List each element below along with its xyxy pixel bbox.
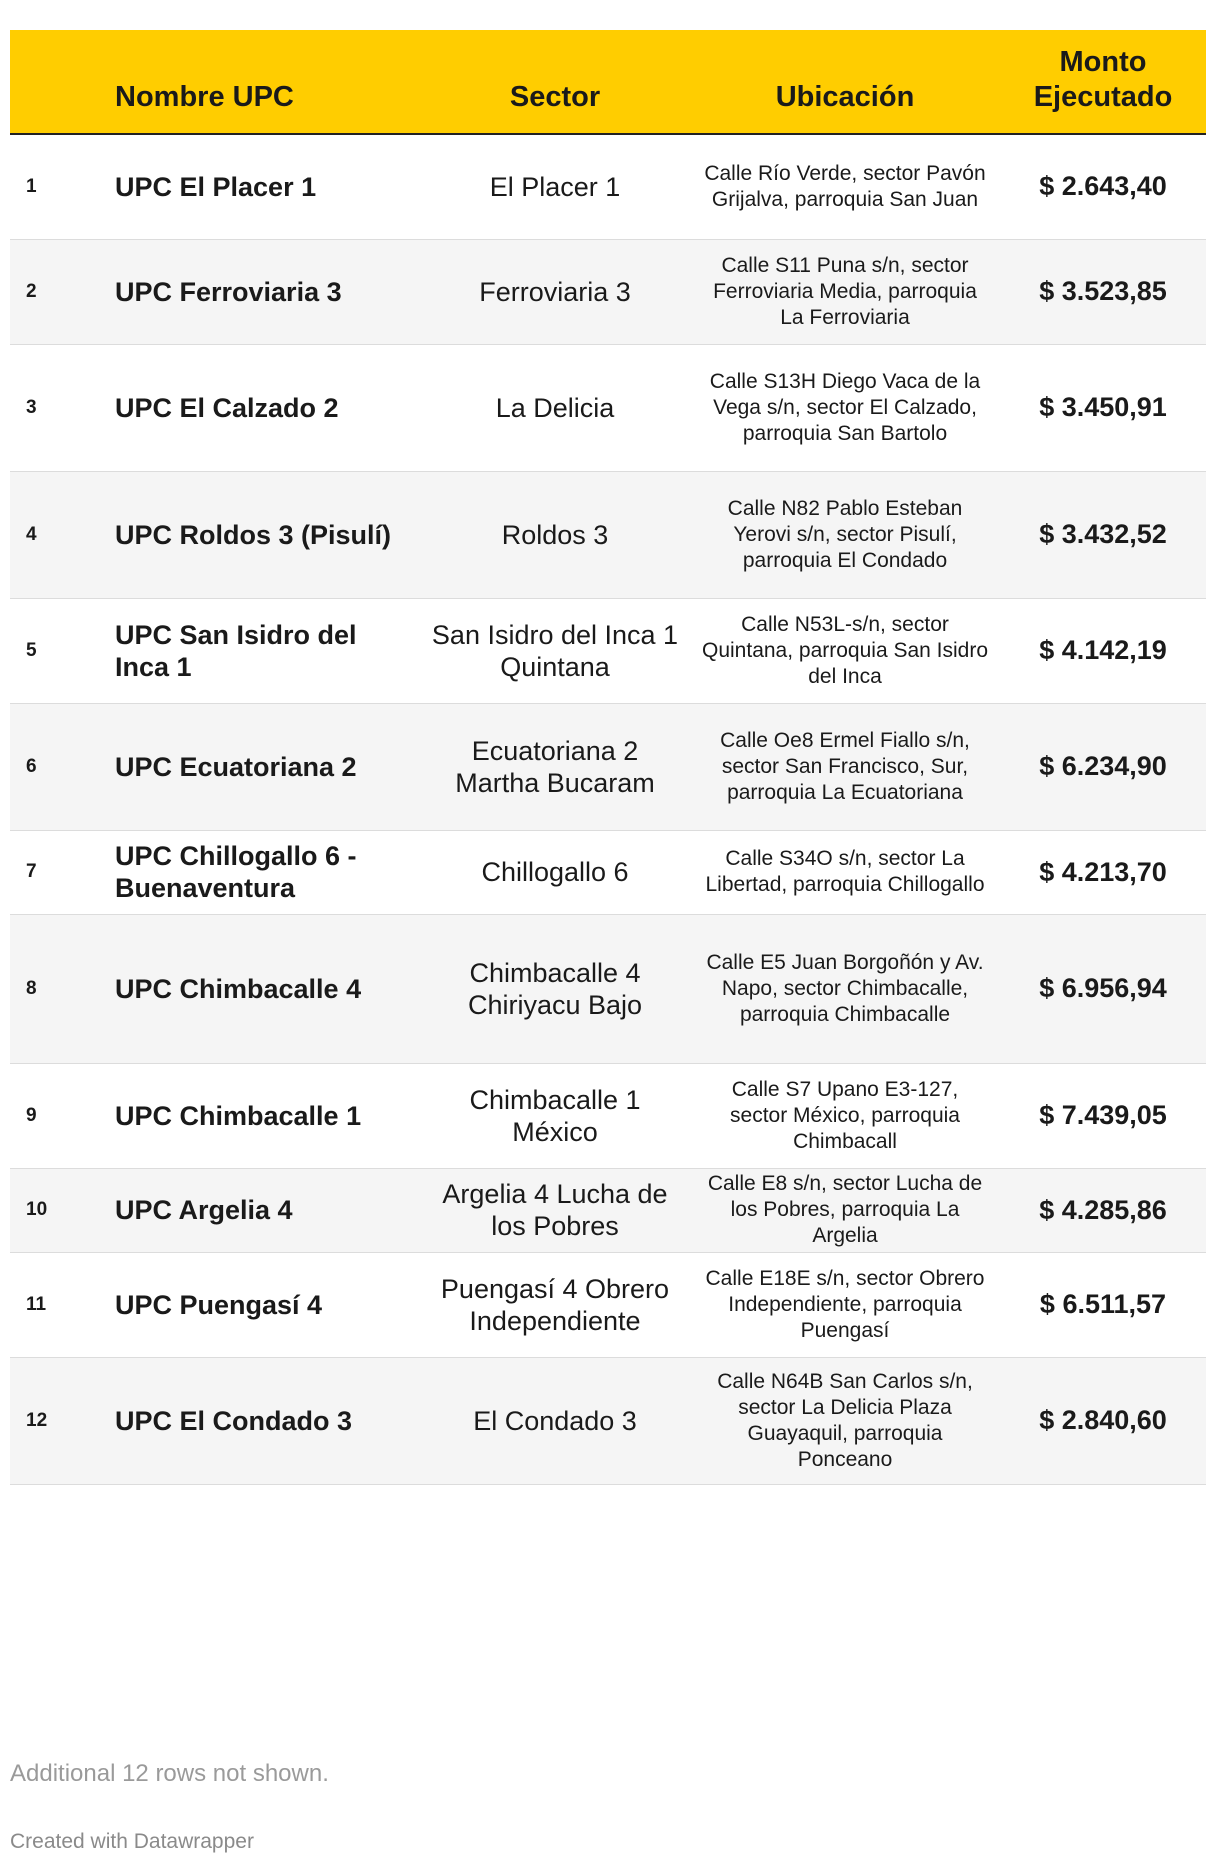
table-row <box>10 914 1206 1063</box>
amount-cell: $ 4.213,70 <box>1000 830 1206 914</box>
table-row <box>10 598 1206 703</box>
row-number: 12 <box>10 1357 115 1484</box>
location-cell: Calle Oe8 Ermel Fiallo s/n, sector San Francisco, Sur, parroquia La Ecuatoriana <box>690 703 1000 830</box>
amount-cell: $ 3.450,91 <box>1000 344 1206 471</box>
amount-cell: $ 6.956,94 <box>1000 914 1206 1063</box>
upc-name: UPC Ferroviaria 3 <box>115 239 420 344</box>
header-nombre-upc[interactable]: Nombre UPC <box>115 30 420 134</box>
amount-cell: $ 3.432,52 <box>1000 471 1206 598</box>
table-row <box>10 344 1206 471</box>
table-row <box>10 471 1206 598</box>
amount-cell: $ 6.234,90 <box>1000 703 1206 830</box>
row-number: 2 <box>10 239 115 344</box>
sector-cell: Puengasí 4 Obrero Independiente <box>420 1252 690 1357</box>
row-number: 3 <box>10 344 115 471</box>
location-cell: Calle S13H Diego Vaca de la Vega s/n, sector El Calzado, parroquia San Bartolo <box>690 344 1000 471</box>
location-cell: Calle S34O s/n, sector La Libertad, parroquia Chillogallo <box>690 830 1000 914</box>
sector-cell: Ferroviaria 3 <box>420 239 690 344</box>
header-row <box>10 30 1206 134</box>
row-number: 10 <box>10 1168 115 1252</box>
sector-cell: Ecuatoriana 2 Martha Bucaram <box>420 703 690 830</box>
upc-name: UPC Chimbacalle 1 <box>115 1063 420 1168</box>
table-row <box>10 134 1206 239</box>
upc-name: UPC Ecuatoriana 2 <box>115 703 420 830</box>
row-number: 11 <box>10 1252 115 1357</box>
upc-name: UPC El Calzado 2 <box>115 344 420 471</box>
location-cell: Calle N82 Pablo Esteban Yerovi s/n, sector Pisulí, parroquia El Condado <box>690 471 1000 598</box>
upc-name: UPC Chillogallo 6 - Buenaventura <box>115 830 420 914</box>
upc-name: UPC Chimbacalle 4 <box>115 914 420 1063</box>
amount-cell: $ 2.643,40 <box>1000 134 1206 239</box>
sector-cell: Chillogallo 6 <box>420 830 690 914</box>
header-sector[interactable]: Sector <box>420 30 690 134</box>
location-cell: Calle E5 Juan Borgoñón y Av. Napo, sector Chimbacalle, parroquia Chimbacalle <box>690 914 1000 1063</box>
amount-cell: $ 4.285,86 <box>1000 1168 1206 1252</box>
location-cell: Calle N53L-s/n, sector Quintana, parroquia San Isidro del Inca <box>690 598 1000 703</box>
upc-name: UPC El Condado 3 <box>115 1357 420 1484</box>
table-body <box>10 134 1206 1484</box>
header-monto-line1: Monto <box>1059 46 1147 78</box>
sector-cell: Chimbacalle 1 México <box>420 1063 690 1168</box>
sector-cell: San Isidro del Inca 1 Quintana <box>420 598 690 703</box>
row-number: 5 <box>10 598 115 703</box>
header-monto-ejecutado[interactable] <box>1000 30 1206 134</box>
table-row <box>10 1357 1206 1484</box>
row-number: 8 <box>10 914 115 1063</box>
row-number: 6 <box>10 703 115 830</box>
upc-name: UPC San Isidro del Inca 1 <box>115 598 420 703</box>
table-row <box>10 1168 1206 1252</box>
row-number: 7 <box>10 830 115 914</box>
table-wrapper <box>10 30 1206 1485</box>
amount-cell: $ 3.523,85 <box>1000 239 1206 344</box>
sector-cell: La Delicia <box>420 344 690 471</box>
amount-cell: $ 4.142,19 <box>1000 598 1206 703</box>
datawrapper-credit[interactable]: Created with Datawrapper <box>10 1830 254 1853</box>
sector-cell: El Placer 1 <box>420 134 690 239</box>
table-notes: Additional 12 rows not shown. <box>10 1760 329 1787</box>
header-monto-line2: Ejecutado <box>1033 81 1173 113</box>
location-cell: Calle N64B San Carlos s/n, sector La Delicia Plaza Guayaquil, parroquia Ponceano <box>690 1357 1000 1484</box>
header-num[interactable] <box>10 30 115 134</box>
location-cell: Calle E8 s/n, sector Lucha de los Pobres, parroquia La Argelia <box>690 1168 1000 1252</box>
location-cell: Calle S11 Puna s/n, sector Ferroviaria Media, parroquia La Ferroviaria <box>690 239 1000 344</box>
location-cell: Calle E18E s/n, sector Obrero Independiente, parroquia Puengasí <box>690 1252 1000 1357</box>
location-cell: Calle S7 Upano E3-127, sector México, parroquia Chimbacall <box>690 1063 1000 1168</box>
table-row <box>10 239 1206 344</box>
sector-cell: El Condado 3 <box>420 1357 690 1484</box>
sector-cell: Chimbacalle 4 Chiriyacu Bajo <box>420 914 690 1063</box>
upc-name: UPC Argelia 4 <box>115 1168 420 1252</box>
sector-cell: Argelia 4 Lucha de los Pobres <box>420 1168 690 1252</box>
amount-cell: $ 6.511,57 <box>1000 1252 1206 1357</box>
location-cell: Calle Río Verde, sector Pavón Grijalva, parroquia San Juan <box>690 134 1000 239</box>
table-row <box>10 1252 1206 1357</box>
table-row <box>10 703 1206 830</box>
upc-table <box>10 30 1206 1485</box>
sector-cell: Roldos 3 <box>420 471 690 598</box>
amount-cell: $ 2.840,60 <box>1000 1357 1206 1484</box>
table-row <box>10 830 1206 914</box>
table-row <box>10 1063 1206 1168</box>
upc-name: UPC Roldos 3 (Pisulí) <box>115 471 420 598</box>
row-number: 4 <box>10 471 115 598</box>
header-ubicacion[interactable]: Ubicación <box>690 30 1000 134</box>
amount-cell: $ 7.439,05 <box>1000 1063 1206 1168</box>
table-header <box>10 30 1206 134</box>
upc-name: UPC Puengasí 4 <box>115 1252 420 1357</box>
upc-name: UPC El Placer 1 <box>115 134 420 239</box>
row-number: 1 <box>10 134 115 239</box>
row-number: 9 <box>10 1063 115 1168</box>
